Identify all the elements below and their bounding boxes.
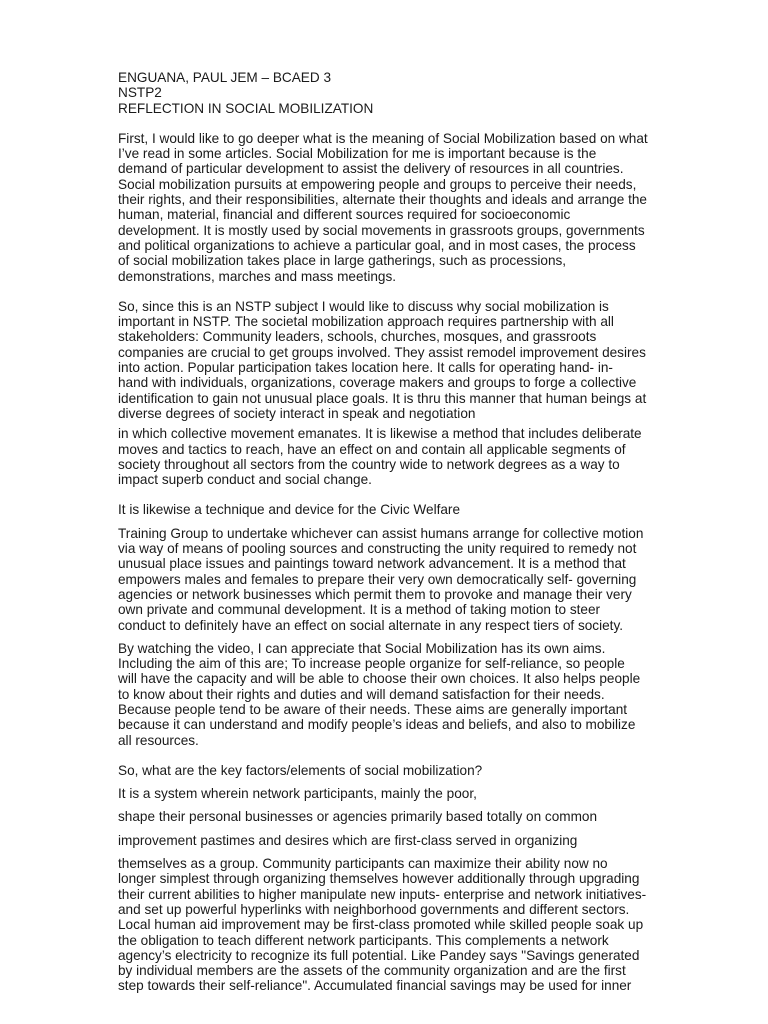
paragraph-line: important in NSTP. The societal mobilization approach requires partnership with all (118, 314, 614, 330)
paragraph-line: By watching the video, I can appreciate that Social Mobilization has its own aims. (118, 640, 606, 656)
paragraph-4 (118, 502, 658, 517)
course-line: NSTP2 (118, 85, 162, 101)
paragraph-line: because it can understand and modify people’s ideas and beliefs, and also to mobilize (118, 717, 636, 733)
paragraph-1 (118, 131, 658, 284)
paragraph-line: So, since this is an NSTP subject I would like to discuss why social mobilization is (118, 298, 609, 314)
paragraph-line: hand with individuals, organizations, coverage makers and groups to forge a collective (118, 375, 637, 391)
paragraph-line: their rights, and their responsibilities, alternate their thoughts and ideals and arrange the (118, 192, 647, 208)
paragraph-line: stakeholders: Community leaders, schools, churches, mosques, and grassroots (118, 329, 597, 345)
paragraph-line: empowers males and females to prepare their very own democratically self- governing (118, 571, 637, 587)
paragraph-line: companies are crucial to get groups involved. They assist remodel improvement desires (118, 344, 646, 360)
paragraph-line: own private and communal development. It is a method of taking motion to steer (118, 602, 601, 618)
paragraph-line: Including the aim of this are; To increase people organize for self-reliance, so people (118, 656, 625, 672)
paragraph-line: in which collective movement emanates. It is likewise a method that includes deliberate (118, 426, 642, 442)
paragraph-line: I’ve read in some articles. Social Mobilization for me is important because is the (118, 146, 597, 162)
paragraph-line: to know about their rights and duties and will demand satisfaction for their needs. (118, 686, 605, 702)
paragraph-line: the obligation to teach different network participants. This complements a network (118, 932, 609, 948)
paragraph-line: diverse degrees of society interact in speak and negotiation (118, 405, 476, 421)
paragraph-line: step towards their self-reliance". Accumulated financial savings may be used for inner (118, 978, 632, 994)
paragraph-8 (118, 786, 658, 801)
document-paragraphs (118, 131, 658, 994)
paragraph-line: human, material, financial and different sources required for socioeconomic (118, 207, 571, 223)
paragraph-line: First, I would like to go deeper what is the meaning of Social Mobilization based on what (118, 130, 648, 146)
paragraph-line: agency’s electricity to recognize its full potential. Like Pandey says "Savings generated (118, 947, 640, 963)
paragraph-line: all resources. (118, 732, 199, 748)
paragraph-line: society throughout all sectors from the country wide to network degrees as a way to (118, 456, 620, 472)
paragraph-line: and political organizations to achieve a particular goal, and in most cases, the process (118, 237, 636, 253)
paragraph-line: longer simplest through organizing themselves however additionally through upgrading (118, 871, 640, 887)
paragraph-line: by individual members are the assets of the community organization and are the first (118, 963, 626, 979)
paragraph-line: Social mobilization pursuits at empowering people and groups to perceive their needs, (118, 176, 637, 192)
paragraph-line: conduct to definitely have an effect on social alternate in any respect tiers of society. (118, 617, 624, 633)
paragraph-line: It is likewise a technique and device for the Civic Welfare (118, 502, 461, 518)
paragraph-line: It is a system wherein network participants, mainly the poor, (118, 786, 477, 802)
paragraph-6 (118, 641, 658, 748)
paragraph-line: Because people tend to be aware of their needs. These aims are generally important (118, 701, 628, 717)
paragraph-line: via way of means of pooling sources and constructing the unity required to remedy not (118, 541, 637, 557)
paragraph-line: and set up powerful hyperlinks with neighborhood governments and different sectors. (118, 901, 630, 917)
paragraph-line: their current abilities to higher manipulate new inputs- enterprise and network initiatives- (118, 886, 647, 902)
paragraph-line: So, what are the key factors/elements of social mobilization? (118, 762, 483, 778)
document-body (118, 70, 658, 994)
paragraph-line: demand of particular development to assist the delivery of resources in all countries. (118, 161, 624, 177)
paragraph-line: identification to gain not unusual place goals. It is thru this manner that human beings at (118, 390, 647, 406)
paragraph-line: agencies or network businesses which permit them to provoke and manage their very (118, 586, 632, 602)
paragraph-7 (118, 763, 658, 778)
paragraph-11 (118, 856, 658, 994)
paragraph-2 (118, 299, 658, 421)
paragraph-line: Local human aid improvement may be first-class promoted while skilled people soak up (118, 917, 644, 933)
author-line: ENGUANA, PAUL JEM – BCAED 3 (118, 70, 332, 85)
paragraph-line: Training Group to undertake whichever can assist humans arrange for collective motion (118, 525, 644, 541)
paragraph-line: development. It is mostly used by social movements in grassroots groups, governments (118, 222, 645, 238)
reflection-title: REFLECTION IN SOCIAL MOBILIZATION (118, 100, 374, 116)
paragraph-line: of social mobilization takes place in large gatherings, such as processions, (118, 253, 567, 269)
paragraph-line: unusual place issues and paintings toward network advancement. It is a method that (118, 556, 626, 572)
paragraph-9 (118, 809, 658, 824)
paragraph-line: shape their personal businesses or agencies primarily based totally on common (118, 809, 598, 825)
paragraph-5 (118, 526, 658, 633)
paragraph-10 (118, 833, 658, 848)
paragraph-3 (118, 426, 658, 487)
document-header (118, 70, 658, 116)
paragraph-line: moves and tactics to reach, have an effect on and contain all applicable segments of (118, 441, 626, 457)
paragraph-line: will have the capacity and will be able to choose their own choices. It also helps people (118, 671, 641, 687)
paragraph-line: themselves as a group. Community participants can maximize their ability now no (118, 856, 608, 872)
paragraph-line: impact superb conduct and social change. (118, 472, 372, 488)
paragraph-line: improvement pastimes and desires which are first-class served in organizing (118, 832, 578, 848)
paragraph-line: into action. Popular participation takes location here. It calls for operating hand- in- (118, 360, 613, 376)
paragraph-line: demonstrations, marches and mass meetings. (118, 268, 397, 284)
